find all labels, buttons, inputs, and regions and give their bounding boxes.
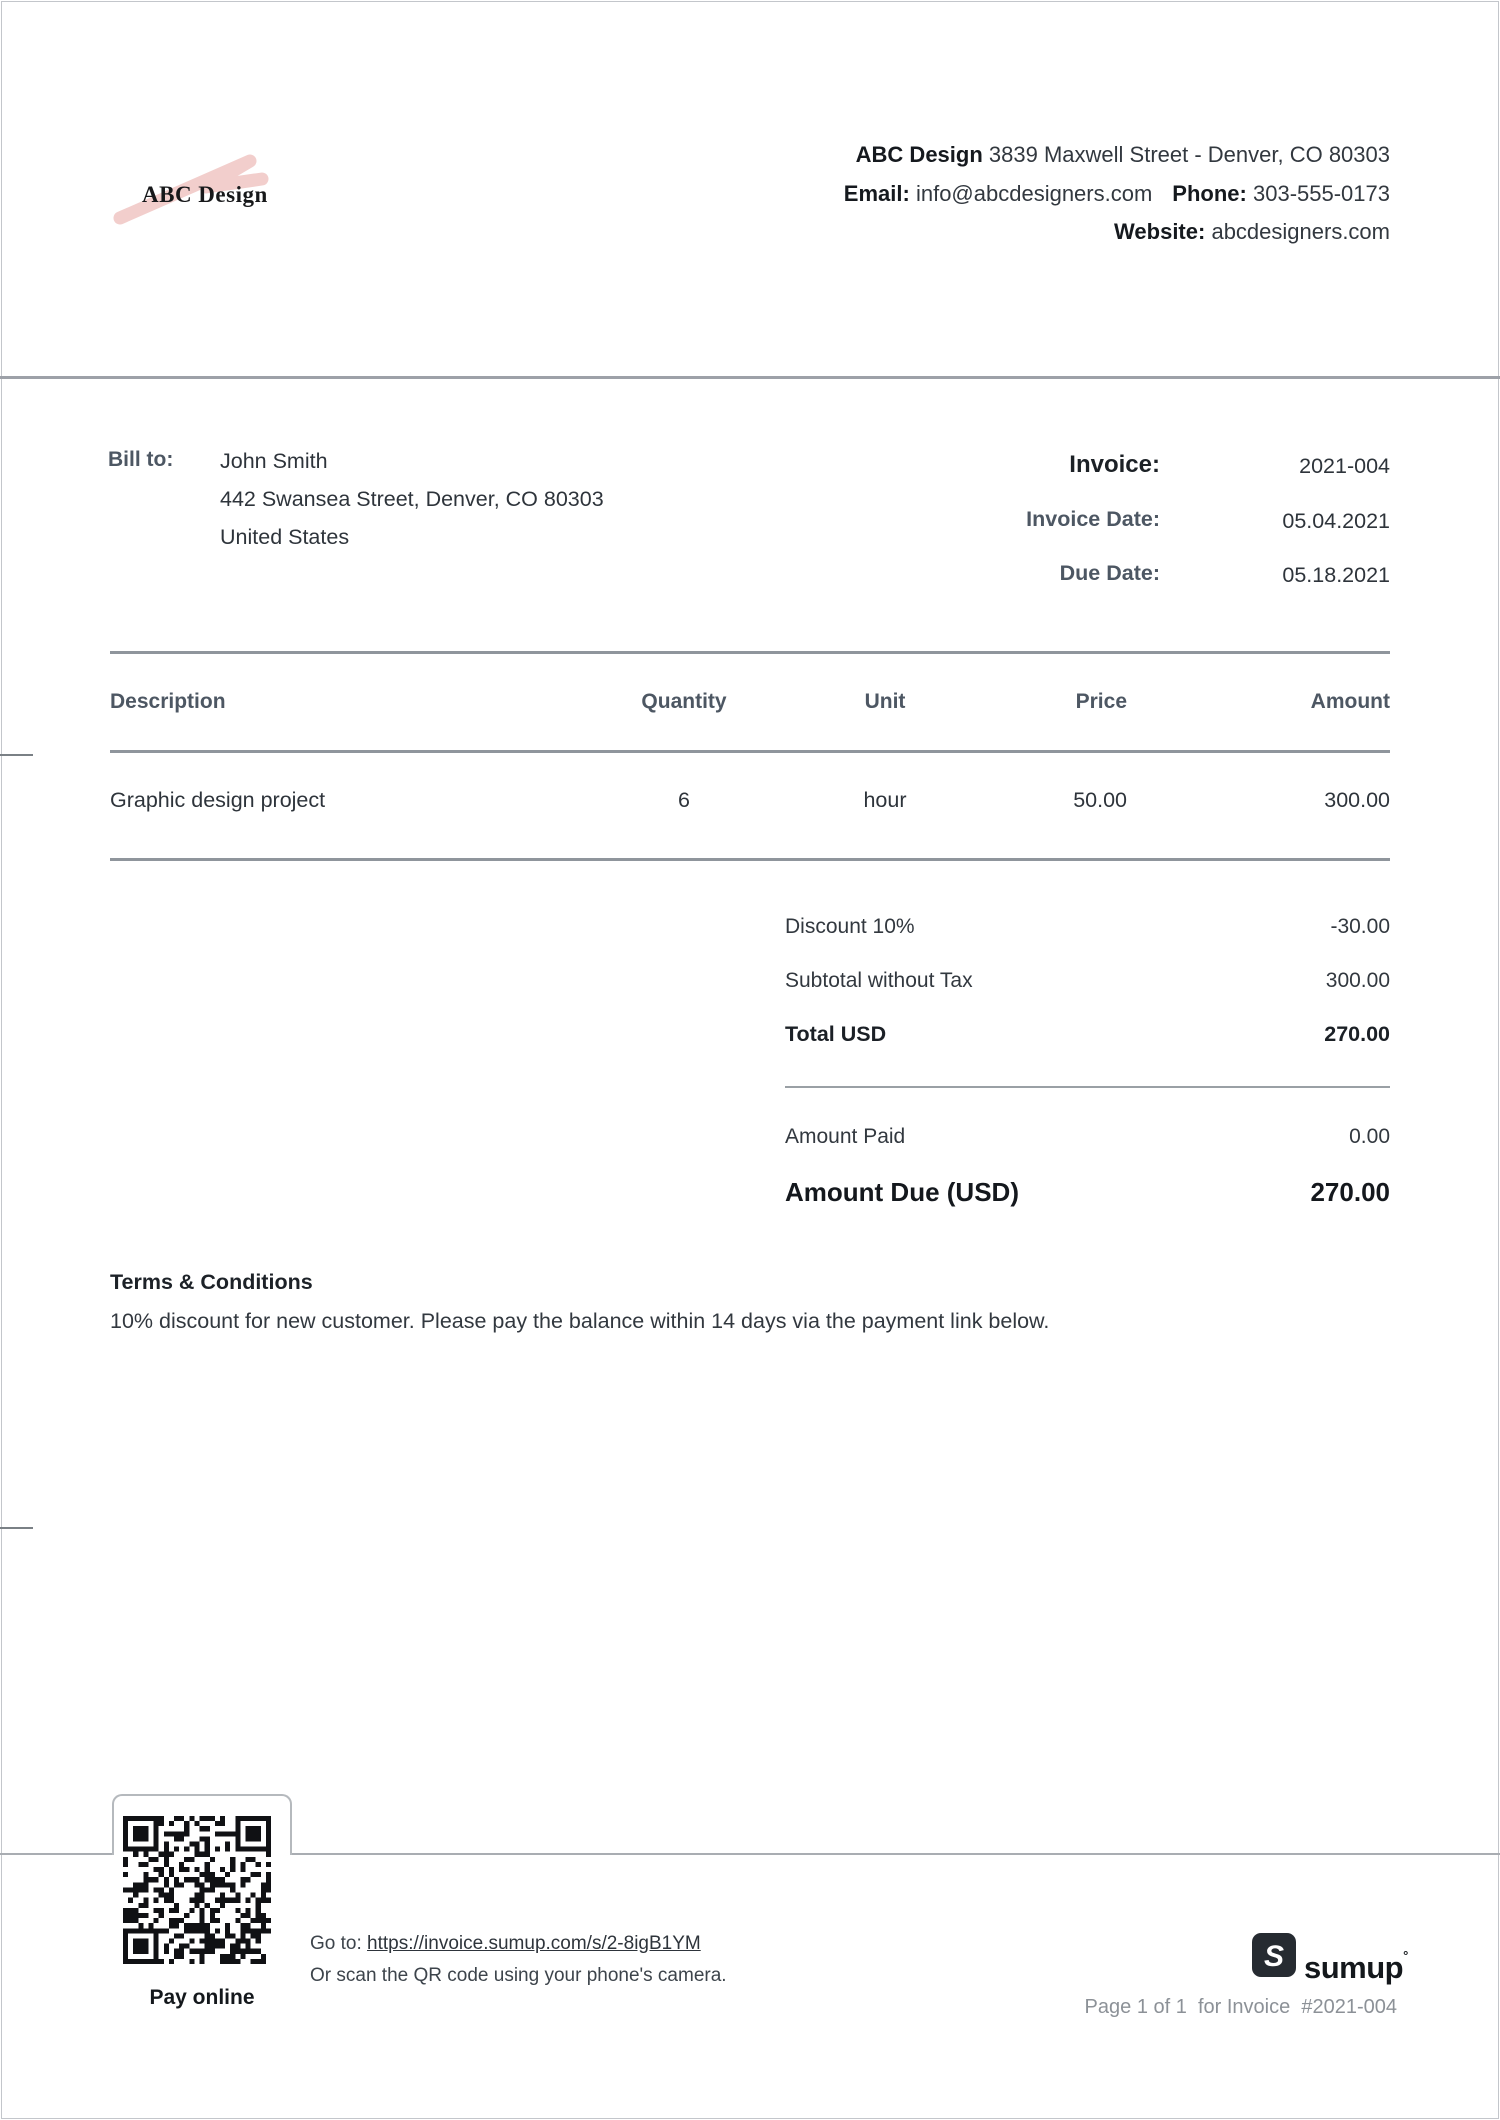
item-price: 50.00 [1073,788,1127,812]
totals-divider [785,1086,1390,1088]
company-address: 3839 Maxwell Street - Denver, CO 80303 [988,142,1390,167]
bill-to-label: Bill to: [108,448,174,471]
svg-text:S: S [1263,1940,1285,1973]
table-header-line [110,750,1390,753]
payment-link-line [310,1933,701,1955]
company-website: abcdesigners.com [1211,219,1390,244]
company-contact-block [844,136,1390,252]
company-logo [100,146,300,266]
logo-text: ABC Design [142,182,268,207]
invoice-date-label: Invoice Date: [1026,507,1160,531]
amount-due-value: 270.00 [1310,1177,1390,1207]
company-address-line [844,136,1390,175]
bill-to-block [220,442,604,556]
company-email-phone-line [844,175,1390,214]
customer-name: John Smith [220,449,328,473]
item-amount: 300.00 [1324,788,1390,812]
amount-paid-label: Amount Paid [785,1125,906,1148]
invoice-label: Invoice: [1069,451,1160,478]
header-price: Price [1075,690,1127,713]
terms-text: 10% discount for new customer. Please pay the balance within 14 days via the payment link below. [110,1309,1050,1333]
customer-address: 442 Swansea Street, Denver, CO 80303 [220,487,604,511]
company-email: info@abcdesigners.com [915,180,1153,206]
item-unit: hour [863,788,907,812]
header-description: Description [110,690,226,713]
payment-link[interactable]: https://invoice.sumup.com/s/2-8igB1YM [367,1933,701,1954]
terms-heading: Terms & Conditions [110,1270,313,1294]
pay-online-label: Pay online [149,1986,255,2009]
sumup-brand-text: sumup [1304,1950,1404,1985]
subtotal-label: Subtotal without Tax [785,969,973,992]
header-divider [0,376,1500,379]
sumup-brand-mark: ° [1403,1948,1408,1963]
due-date: 05.18.2021 [1282,563,1390,587]
table-top-line [110,651,1390,654]
item-description: Graphic design project [110,788,326,812]
page-info: Page 1 of 1 for Invoice #2021-004 [1084,1996,1397,2018]
total-value: 270.00 [1324,1022,1390,1046]
discount-label: Discount 10% [785,915,915,938]
phone-label: Phone: [1172,180,1247,206]
sumup-logo-icon [1252,1933,1296,1977]
company-website-line [844,213,1390,252]
amount-due-label: Amount Due (USD) [785,1177,1019,1207]
header-quantity: Quantity [641,690,727,713]
fold-mark-bottom [0,1527,33,1529]
go-to-label: Go to: [310,1933,362,1954]
company-phone: 303-555-0173 [1252,180,1390,206]
item-quantity: 6 [678,788,690,812]
invoice-date: 05.04.2021 [1282,509,1390,533]
due-date-label: Due Date: [1059,561,1160,585]
customer-country: United States [220,525,350,549]
fold-mark-top [0,754,33,756]
qr-code [123,1816,271,1964]
discount-value: -30.00 [1330,915,1390,938]
sumup-wordmark [1304,1936,1408,1988]
website-label: Website: [1114,219,1206,244]
subtotal-value: 300.00 [1325,969,1390,992]
header-amount: Amount [1310,690,1390,713]
header-unit: Unit [864,690,906,713]
amount-paid-value: 0.00 [1349,1125,1390,1148]
scan-hint: Or scan the QR code using your phone's camera. [310,1965,727,1986]
invoice-number: 2021-004 [1299,454,1390,478]
email-label: Email: [843,180,910,206]
company-name: ABC Design [855,142,983,167]
table-bottom-line [110,858,1390,861]
total-label: Total USD [785,1022,887,1046]
